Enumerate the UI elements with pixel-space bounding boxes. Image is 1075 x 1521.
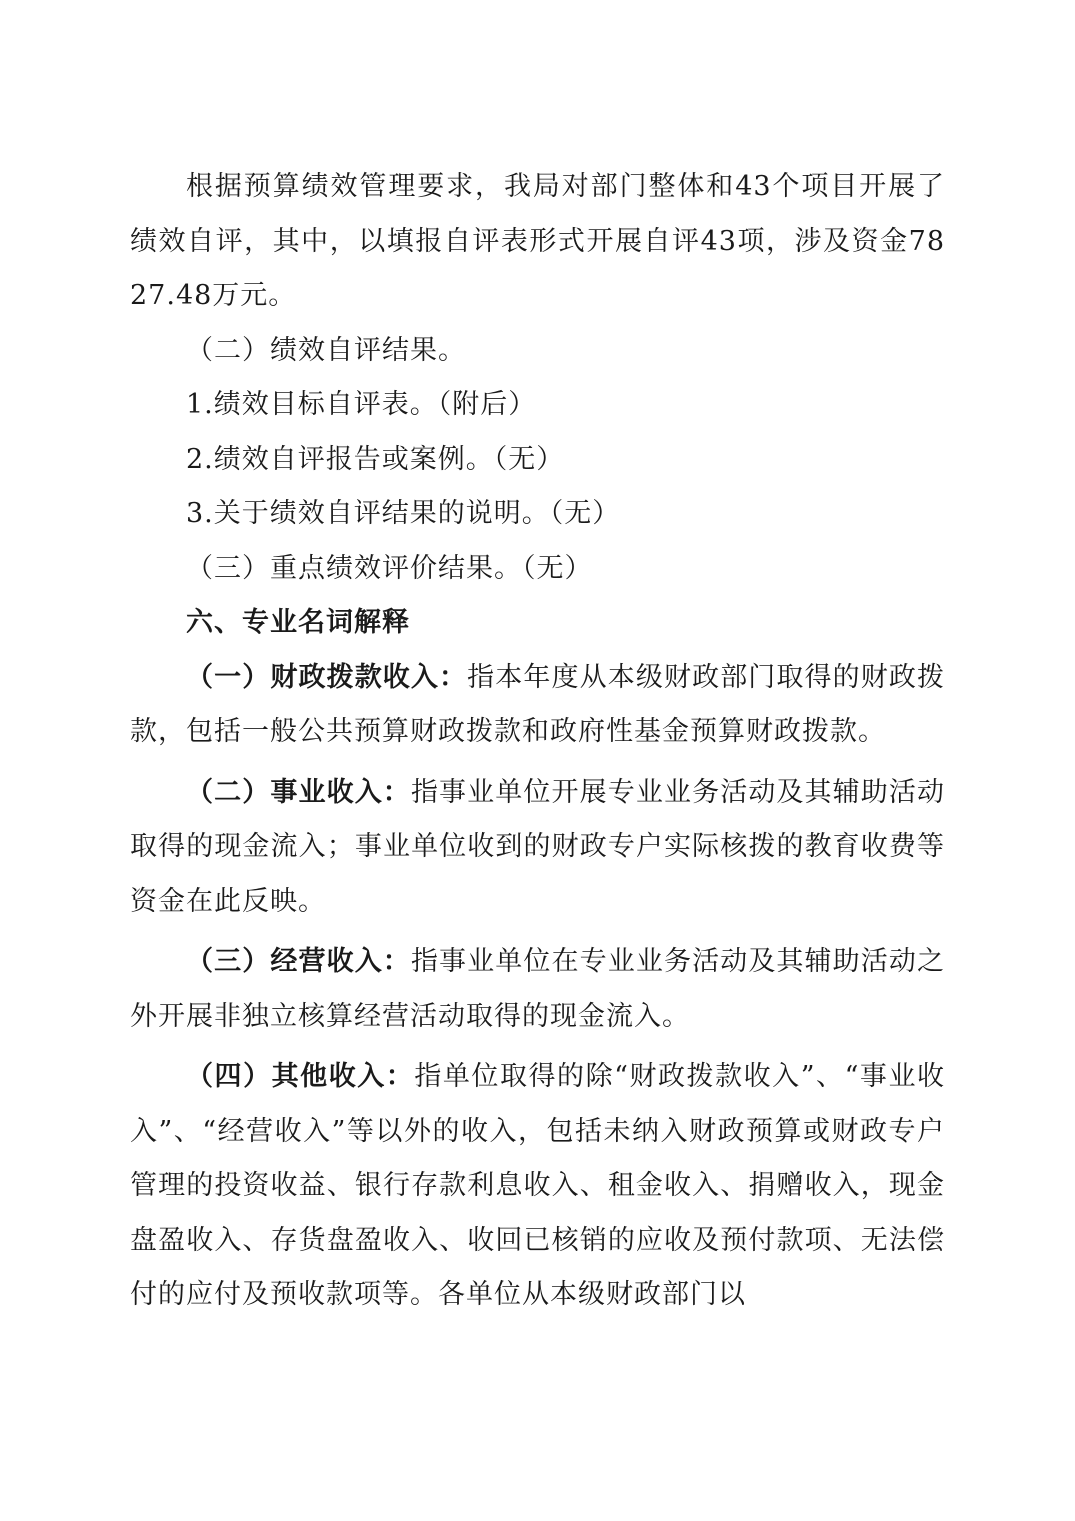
definition-term: （二）事业收入： — [186, 776, 411, 808]
self-evaluation-results-heading: （二）绩效自评结果。 — [186, 334, 466, 366]
section-six-heading: 六、专业名词解释 — [186, 607, 410, 638]
definition-term: （四）其他收入： — [186, 1061, 415, 1092]
definition-text: 指事业单位在专业业务活动及其辅助活动之外开展非独立核算经营活动取得的现金流入。 — [130, 946, 946, 1032]
definition-text: 指事业单位开展专业业务活动及其辅助活动取得的现金流入；事业单位收到的财政专户实际核拨的教育收费等资金在此反映。 — [130, 776, 946, 917]
definition-fiscal-appropriation — [130, 651, 945, 760]
definition-term: （三）经营收入： — [186, 946, 411, 977]
definition-operating-income — [130, 935, 945, 1044]
definition-business-income — [130, 766, 945, 930]
list-item-report: 2.绩效自评报告或案例。（无） — [186, 443, 565, 475]
list-item-goal-table: 1.绩效目标自评表。（附后） — [186, 389, 537, 420]
definition-text: 指单位取得的除“财政拨款收入”、“事业收入”、“经营收入”等以外的收入，包括未纳入财政预算或财政专户管理的投资收益、银行存款利息收入、租金收入、捐赠收入，现金盘盈收入、存货盘盈收入、收回已核销的应收及预付款项、无法偿付的应付及预收款项等。各单位从本级财政部门以 — [130, 1061, 945, 1310]
definition-other-income — [130, 1050, 945, 1323]
list-item-explanation: 3.关于绩效自评结果的说明。（无） — [186, 498, 621, 529]
key-evaluation-results: （三）重点绩效评价结果。（无） — [186, 552, 593, 584]
definition-text: 指本年度从本级财政部门取得的财政拨款，包括一般公共预算财政拨款和政府性基金预算财政拨款。 — [130, 661, 946, 747]
document-page — [130, 160, 945, 1323]
definition-term: （一）财政拨款收入： — [186, 661, 468, 693]
evaluation-summary-paragraph: 根据预算绩效管理要求，我局对部门整体和43个项目开展了绩效自评，其中，以填报自评表形式开展自评43项，涉及资金7827.48万元。 — [130, 171, 945, 311]
